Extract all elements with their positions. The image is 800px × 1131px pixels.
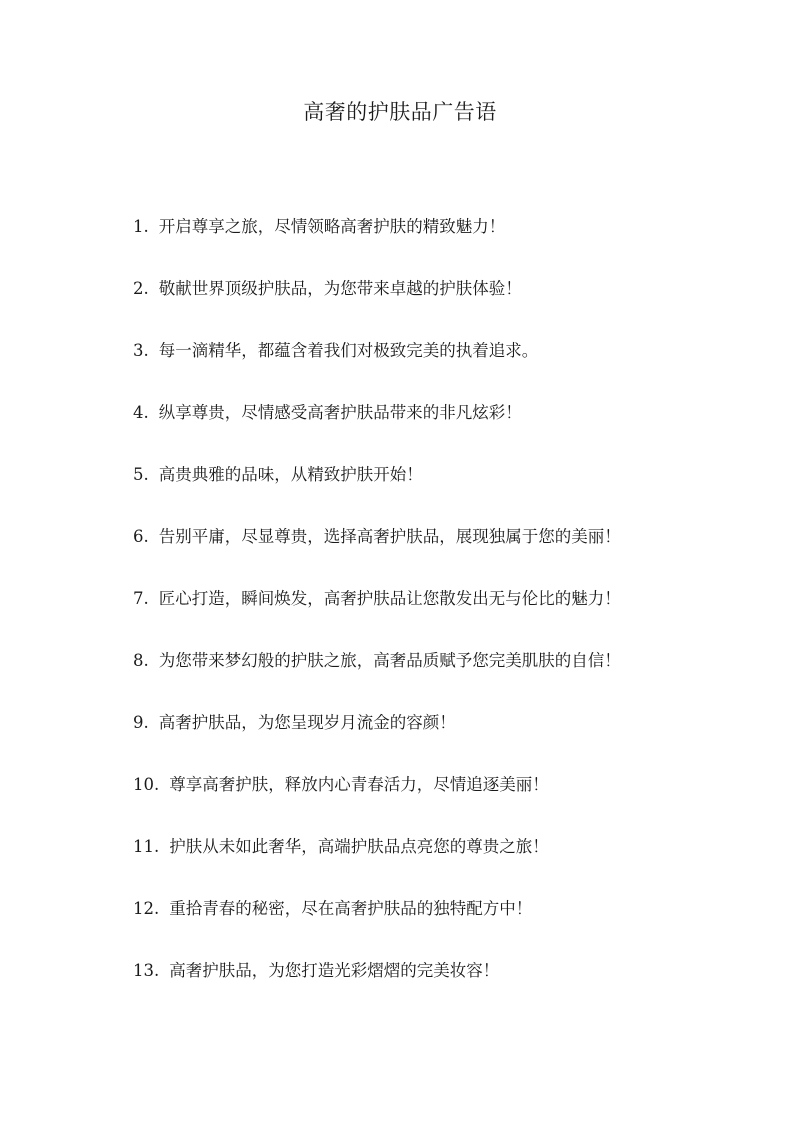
item-text: 每一滴精华，都蕴含着我们对极致完美的执着追求。 [158,341,539,360]
item-number: 7. [133,589,149,608]
item-text: 敬献世界顶级护肤品，为您带来卓越的护肤体验！ [158,279,522,298]
item-number: 6. [133,527,149,546]
list-item [133,398,621,460]
item-number: 2. [133,279,149,298]
list-item [133,212,621,274]
list-item [133,770,621,832]
item-text: 重拾青春的秘密，尽在高奢护肤品的独特配方中！ [169,899,533,918]
list-item [133,336,621,398]
list-item [133,584,621,646]
item-text: 高奢护肤品，为您呈现岁月流金的容颜！ [158,713,456,732]
list-item [133,460,621,522]
item-number: 11. [133,837,160,856]
list-item [133,832,621,894]
item-text: 为您带来梦幻般的护肤之旅，高奢品质赋予您完美肌肤的自信！ [158,651,621,670]
item-number: 5. [133,465,149,484]
list-item [133,646,621,708]
item-number: 9. [133,713,149,732]
item-number: 1. [133,217,149,236]
page-title: 高奢的护肤品广告语 [303,100,497,124]
item-number: 13. [133,961,160,980]
item-number: 4. [133,403,149,422]
list-item [133,522,621,584]
item-text: 开启尊享之旅，尽情领略高奢护肤的精致魅力！ [158,217,506,236]
item-text: 尊享高奢护肤，释放内心青春活力，尽情追逐美丽！ [169,775,549,794]
list-item [133,274,621,336]
list-item [133,956,621,1018]
item-text: 匠心打造，瞬间焕发，高奢护肤品让您散发出无与伦比的魅力！ [158,589,621,608]
list-item [133,708,621,770]
item-number: 12. [133,899,160,918]
item-text: 高奢护肤品，为您打造光彩熠熠的完美妆容！ [169,961,500,980]
item-number: 8. [133,651,149,670]
list-item [133,894,621,956]
slogan-list [133,212,621,1018]
item-number: 3. [133,341,149,360]
item-text: 护肤从未如此奢华，高端护肤品点亮您的尊贵之旅！ [169,837,549,856]
item-text: 高贵典雅的品味，从精致护肤开始！ [158,465,423,484]
item-text: 告别平庸，尽显尊贵，选择高奢护肤品，展现独属于您的美丽！ [158,527,621,546]
item-text: 纵享尊贵，尽情感受高奢护肤品带来的非凡炫彩！ [158,403,522,422]
item-number: 10. [133,775,160,794]
